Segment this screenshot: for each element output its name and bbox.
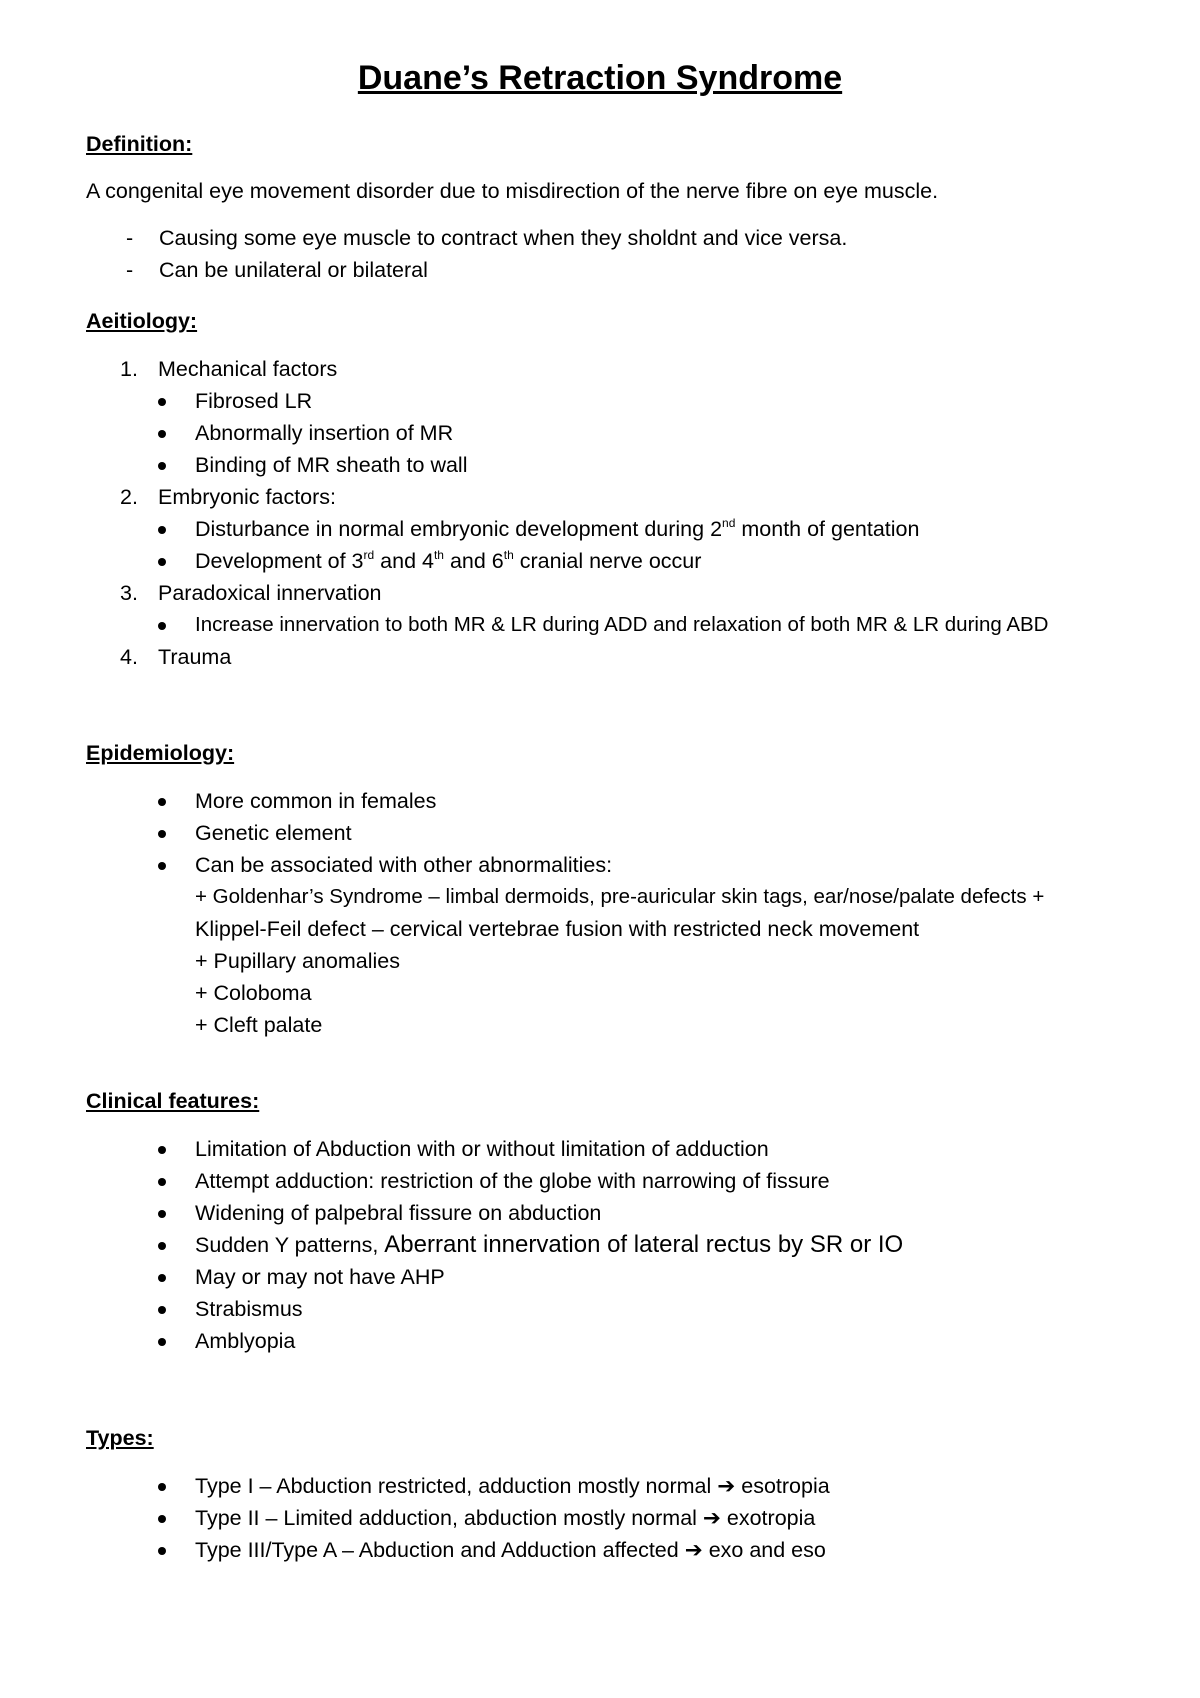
- definition-text: A congenital eye movement disorder due to misdirection of the nerve fibre on eye muscle.: [86, 179, 939, 203]
- right-arrow-icon: ➔: [684, 1538, 703, 1562]
- definition-heading: Definition:: [86, 132, 193, 156]
- epidemiology-sub-line: + Coloboma: [195, 981, 312, 1005]
- epidemiology-sub-line: + Cleft palate: [195, 1013, 323, 1037]
- bullet-marker: [158, 862, 166, 870]
- bullet-marker: [158, 1242, 166, 1250]
- bullet-text: May or may not have AHP: [195, 1265, 445, 1289]
- bullet-marker: [158, 1515, 166, 1523]
- bullet-marker: [158, 1274, 166, 1282]
- bullet-marker: [158, 430, 166, 438]
- bullet-marker: [158, 1146, 166, 1154]
- bullet-text: More common in females: [195, 789, 437, 813]
- bullet-text: Genetic element: [195, 821, 352, 845]
- dash-item-text: Causing some eye muscle to contract when they sholdnt and vice versa.: [159, 226, 848, 250]
- bullet-marker: [158, 1338, 166, 1346]
- clinical-features-heading: Clinical features:: [86, 1089, 260, 1113]
- bullet-marker: [158, 1178, 166, 1186]
- item-label: Paradoxical innervation: [158, 581, 382, 605]
- bullet-marker: [158, 1483, 166, 1491]
- item-number: 2.: [120, 485, 138, 509]
- bullet-text: Can be associated with other abnormalities:: [195, 853, 613, 877]
- aetiology-heading: Aeitiology:: [86, 309, 198, 333]
- bullet-text: Type I – Abduction restricted, adduction mostly normal ➔ esotropia: [195, 1474, 830, 1498]
- bullet-marker: [158, 1210, 166, 1218]
- epidemiology-heading: Epidemiology:: [86, 741, 235, 765]
- bullet-text: Limitation of Abduction with or without limitation of adduction: [195, 1137, 769, 1161]
- dash-marker: -: [126, 258, 134, 282]
- bullet-marker: [158, 798, 166, 806]
- item-number: 1.: [120, 357, 138, 381]
- item-number: 4.: [120, 645, 138, 669]
- bullet-text: Fibrosed LR: [195, 389, 313, 413]
- bullet-marker: [158, 622, 166, 630]
- epidemiology-sub-line: Klippel-Feil defect – cervical vertebrae fusion with restricted neck movement: [195, 917, 920, 941]
- item-number: 3.: [120, 581, 138, 605]
- bullet-marker: [158, 1547, 166, 1555]
- epidemiology-sub-line: + Pupillary anomalies: [195, 949, 400, 973]
- bullet-text: Abnormally insertion of MR: [195, 421, 454, 445]
- bullet-text: Disturbance in normal embryonic development during 2nd month of gentation: [195, 516, 920, 541]
- bullet-text: Strabismus: [195, 1297, 303, 1321]
- bullet-marker: [158, 830, 166, 838]
- bullet-text: Attempt adduction: restriction of the globe with narrowing of fissure: [195, 1169, 830, 1193]
- item-label: Embryonic factors:: [158, 485, 337, 509]
- bullet-marker: [158, 462, 166, 470]
- bullet-text: Increase innervation to both MR & LR during ADD and relaxation of both MR & LR during ABD: [195, 613, 1049, 636]
- item-label: Trauma: [158, 645, 232, 669]
- bullet-text: Type II – Limited adduction, abduction mostly normal ➔ exotropia: [195, 1506, 816, 1530]
- bullet-text: Type III/Type A – Abduction and Adduction affected ➔ exo and eso: [195, 1538, 826, 1562]
- bullet-text: Amblyopia: [195, 1329, 296, 1353]
- bullet-text: Development of 3rd and 4th and 6th cranial nerve occur: [195, 548, 702, 573]
- bullet-marker: [158, 526, 166, 534]
- bullet-text: Binding of MR sheath to wall: [195, 453, 468, 477]
- bullet-marker: [158, 558, 166, 566]
- right-arrow-icon: ➔: [717, 1474, 736, 1498]
- epidemiology-sub-line: + Goldenhar’s Syndrome – limbal dermoids, pre-auricular skin tags, ear/nose/palate defects +: [195, 885, 1045, 908]
- types-heading: Types:: [86, 1426, 154, 1450]
- bullet-marker: [158, 1306, 166, 1314]
- bullet-text: Sudden Y patterns, Aberrant innervation of lateral rectus by SR or IO: [195, 1231, 904, 1258]
- dash-item-text: Can be unilateral or bilateral: [159, 258, 428, 282]
- dash-marker: -: [126, 226, 134, 250]
- bullet-marker: [158, 398, 166, 406]
- item-label: Mechanical factors: [158, 357, 338, 381]
- right-arrow-icon: ➔: [702, 1506, 721, 1530]
- bullet-text: Widening of palpebral fissure on abduction: [195, 1201, 602, 1225]
- document-title: Duane’s Retraction Syndrome: [357, 59, 843, 97]
